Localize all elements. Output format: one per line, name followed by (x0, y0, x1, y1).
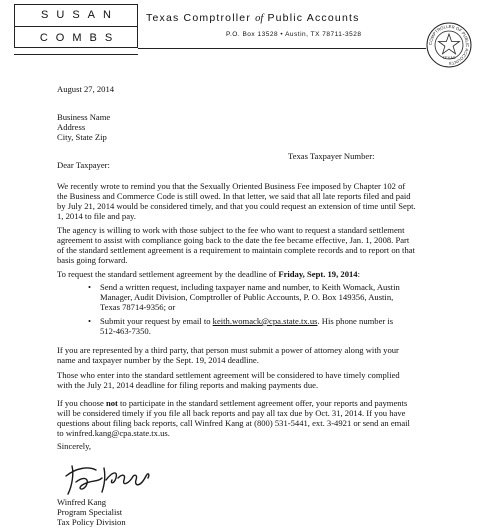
paragraph-line: Those who enter into the standard settlement agreement will be considered to have timely complied (57, 370, 400, 380)
paragraph-line: basis going forward. (57, 255, 128, 265)
bullet-line: Texas 78714-9356; or (100, 302, 176, 312)
signer-division: Tax Policy Division (57, 517, 126, 527)
name-box-divider (15, 26, 137, 27)
paragraph-line: questions about filing back reports, call Winfred Kang at (800) 531-5441, ext. 3-4921 or send an email (57, 418, 410, 428)
paragraph-5 (57, 370, 400, 390)
taxpayer-number-label: Texas Taxpayer Number: (288, 151, 375, 161)
bullet-item-email-request (88, 316, 394, 336)
closing: Sincerely, (57, 441, 92, 451)
bullet-line: Manager, Audit Division, Comptroller of Public Accounts, P. O. Box 149356, Austin, (100, 292, 394, 302)
signer-title: Program Specialist (57, 507, 123, 517)
paragraph-6-bold: not (105, 398, 118, 408)
paragraph-line: will be considered timely if you file all back reports and pay all tax due by Oct. 31, 2014. If you have (57, 408, 406, 418)
recipient-block (57, 112, 110, 142)
recipient-line: Address (57, 122, 86, 132)
bullet-line (100, 316, 393, 326)
paragraph-6-post: to participate in the standard settlement agreement offer, your reports and payments (117, 398, 408, 408)
bullet-icon: • (88, 316, 92, 326)
paragraph-line: to winfred.kang@cpa.state.tx.us. (57, 428, 170, 438)
salutation: Dear Taxpayer: (57, 160, 110, 170)
paragraph-line: The agency is willing to work with those subject to the fee who want to request a standard settlement (57, 225, 405, 235)
bullet-item-written-request (88, 282, 400, 312)
org-title-of: of (255, 13, 264, 24)
paragraph-3-pre: To request the standard settlement agreement by the deadline of (57, 269, 279, 279)
paragraph-3 (57, 269, 360, 279)
bullet-2-pre: Submit your request by email to (100, 316, 213, 326)
paragraph-4 (57, 345, 399, 365)
seal-center-text: TEXAS (442, 55, 456, 60)
paragraph-line: by July 21, 2014 would be considered timely, and that you could request an extension of time until Sept. (57, 201, 416, 211)
paragraph-2 (57, 225, 415, 265)
org-title (146, 12, 360, 24)
paragraph-6-pre: If you choose (57, 398, 106, 408)
seal-ring-text: COMPTROLLER OF PUBLIC ACCOUNTS (427, 23, 471, 67)
email-link[interactable]: keith.womack@cpa.state.tx.us (212, 316, 318, 326)
letterhead-rule-left (14, 54, 138, 55)
paragraph-6 (57, 398, 410, 438)
paragraph-line: agreement to assist with compliance going back to the date the fee became effective, Jan. 1, 2008. Part (57, 235, 410, 245)
bullet-2-post: . His phone number is (317, 316, 394, 326)
name-box (14, 4, 138, 48)
letterhead-rule-right (138, 48, 426, 49)
paragraph-line (57, 398, 410, 408)
paragraph-line: If you are represented by a third party, that person must submit a power of attorney along with your (57, 345, 399, 355)
recipient-line: Business Name (57, 112, 111, 122)
name-first: SUSAN (41, 9, 119, 21)
bullet-icon: • (88, 282, 92, 292)
paragraph-line: the Business and Commerce Code is still owed. In that letter, we said that all late reports filed and paid (57, 191, 411, 201)
recipient-line: City, State Zip (57, 132, 107, 142)
org-title-pre: Texas Comptroller (146, 12, 252, 24)
signature-block (57, 497, 126, 527)
bullet-line: 512-463-7350. (100, 326, 151, 336)
deadline-date: Friday, Sept. 19, 2014 (278, 269, 358, 279)
org-title-post: Public Accounts (267, 12, 360, 24)
paragraph-line: 1, 2014 to file and pay. (57, 211, 136, 221)
name-last: COMBS (39, 32, 121, 44)
handwritten-signature (62, 458, 154, 498)
letter-date: August 27, 2014 (57, 84, 115, 94)
paragraph-line: We recently wrote to remind you that the Sexually Oriented Business Fee imposed by Chapter 102 of (57, 181, 406, 191)
paragraph-line: with the July 21, 2014 deadline for filing reports and making payments due. (57, 380, 319, 390)
paragraph-line: name and taxpayer number by the Sept. 19, 2014 deadline. (57, 355, 259, 365)
org-address: P.O. Box 13528 • Austin, TX 78711-3528 (226, 31, 362, 38)
paragraph-3-post: : (357, 269, 360, 279)
paragraph-1 (57, 181, 416, 221)
paragraph-line: of the standard settlement agreement is a requirement to maintain complete records and to report on that (57, 245, 415, 255)
bullet-line: Send a written request, including taxpayer name and number, to Keith Womack, Austin (100, 282, 400, 292)
state-seal-icon (426, 22, 472, 68)
signer-name: Winfred Kang (57, 497, 107, 507)
